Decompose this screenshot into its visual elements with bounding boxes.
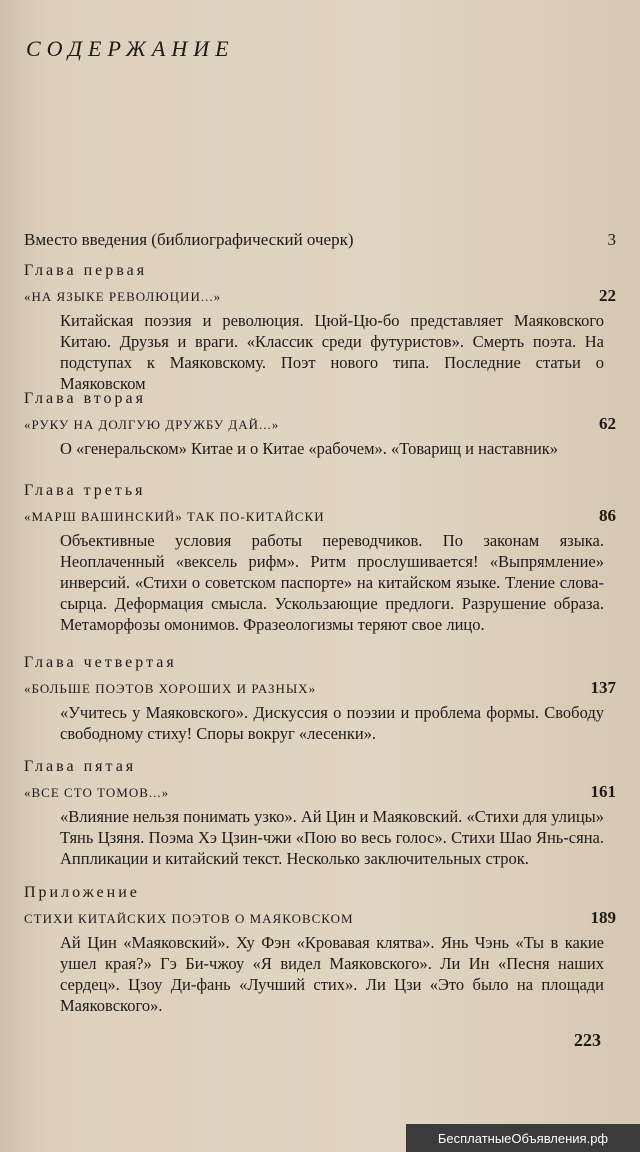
chapter-row — [24, 286, 616, 306]
chapter-row — [24, 782, 616, 802]
chapter-page: 62 — [599, 414, 616, 433]
toc-appendix — [24, 884, 616, 1016]
chapter-row — [24, 908, 616, 928]
chapter-title: «БОЛЬШЕ ПОЭТОВ ХОРОШИХ И РАЗНЫХ» — [24, 681, 317, 696]
intro-text: Вместо введения (библиографический очерк) — [24, 230, 354, 249]
toc-chapter-3 — [24, 482, 616, 635]
chapter-title: «НА ЯЗЫКЕ РЕВОЛЮЦИИ...» — [24, 289, 222, 304]
chapter-row — [24, 506, 616, 526]
toc-chapter-5 — [24, 758, 616, 869]
chapter-title: СТИХИ КИТАЙСКИХ ПОЭТОВ О МАЯКОВСКОМ — [24, 911, 354, 926]
site-watermark: БесплатныеОбъявления.рф — [406, 1124, 640, 1152]
chapter-label: Глава третья — [24, 482, 146, 499]
chapter-page: 137 — [590, 678, 616, 697]
chapter-label: Глава первая — [24, 262, 148, 279]
chapter-page: 189 — [590, 908, 616, 927]
toc-intro-row — [24, 230, 616, 250]
chapter-page: 86 — [599, 506, 616, 525]
final-page-number: 223 — [574, 1030, 601, 1050]
chapter-label: Глава пятая — [24, 758, 137, 775]
chapter-row — [24, 414, 616, 434]
chapter-description: «Влияние нельзя понимать узко». Ай Цин и Маяковский. «Стихи для улицы» Тянь Цзяня. Поэма Хэ Цзин-чжи «Пою во весь голос». Стихи Шао Янь-сяна. Аппликации и китайский текст. Несколько заключительных строк. — [60, 807, 604, 868]
chapter-row — [24, 678, 616, 698]
chapter-description: О «генеральском» Китае и о Китае «рабочем». «Товарищ и наставник» — [60, 439, 559, 458]
chapter-title: «ВСЕ СТО ТОМОВ...» — [24, 785, 170, 800]
chapter-page: 161 — [590, 782, 616, 801]
chapter-label: Глава вторая — [24, 390, 146, 407]
chapter-label: Приложение — [24, 884, 140, 901]
chapter-title: «РУКУ НА ДОЛГУЮ ДРУЖБУ ДАЙ...» — [24, 417, 280, 432]
chapter-description: Объективные условия работы переводчиков. По законам языка. Неоплаченный «вексель рифм». Ритм прослушивается! «Выпрямление» инверсий. «Стихи о советском паспорте» на китайском языке. Тление слова-сырца. Деформация смысла. Ускользающие предлоги. Разрушение образа. Метаморфозы омонимов. Фразеологизмы теряют свое лицо. — [60, 531, 604, 634]
toc-chapter-1 — [24, 262, 616, 394]
chapter-page: 22 — [599, 286, 616, 305]
chapter-description: Китайская поэзия и революция. Цюй-Цю-бо представляет Маяковского Китаю. Друзья и враги. «Классик среди футуристов». Смерть поэта. На подступах к Маяковскому. Поэт нового типа. Последние статьи о Маяковском — [60, 311, 604, 393]
chapter-description: Ай Цин «Маяковский». Ху Фэн «Кровавая клятва». Янь Чэнь «Ты в какие ушел края?» Гэ Би-чжоу «Я видел Маяковского». Ли Ин «Песня наших сердец». Цзоу Ди-фань «Лучший стих». Ли Цзи «Это было на площади Маяковского». — [60, 933, 604, 1015]
intro-page: 3 — [607, 230, 616, 249]
chapter-description: «Учитесь у Маяковского». Дискуссия о поэзии и проблема формы. Свободу свободному стиху! Споры вокруг «лесенки». — [60, 703, 604, 743]
toc-chapter-4 — [24, 654, 616, 744]
page-title: СОДЕРЖАНИЕ — [26, 36, 235, 61]
toc-chapter-2 — [24, 390, 616, 459]
chapter-label: Глава четвертая — [24, 654, 177, 671]
chapter-title: «МАРШ ВАШИНСКИЙ» ТАК ПО-КИТАЙСКИ — [24, 509, 325, 524]
